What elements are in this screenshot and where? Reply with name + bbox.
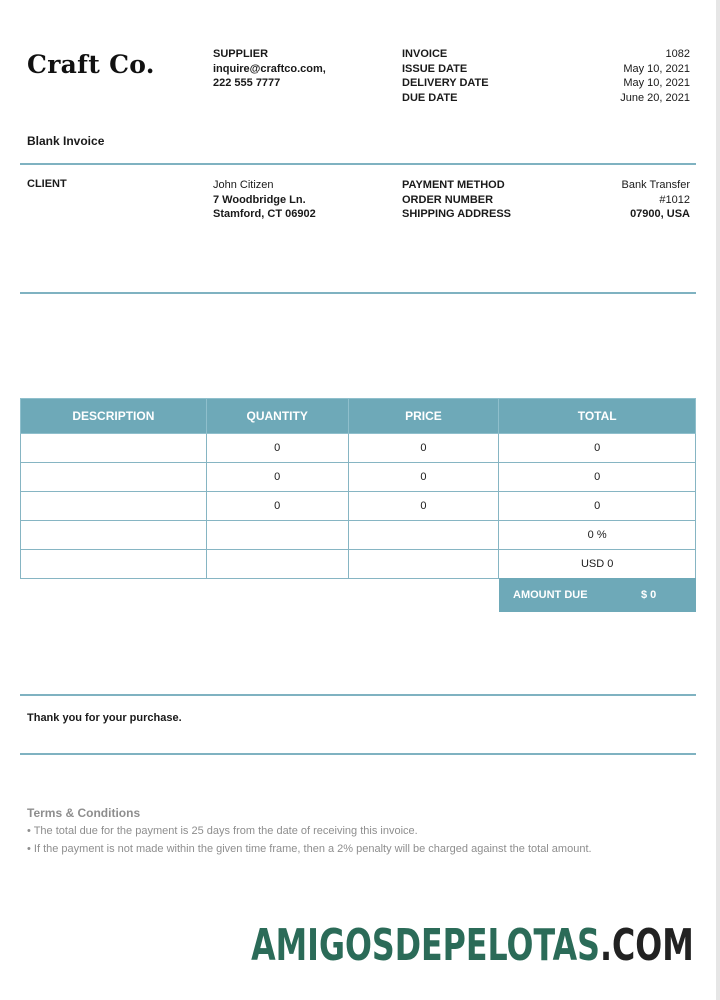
table-row-subtotal: [21, 550, 696, 579]
divider-client: [20, 292, 696, 294]
cell-description: [21, 492, 207, 521]
tax-percent: 0 %: [499, 521, 696, 550]
cell-price: [348, 521, 499, 550]
cell-price: [348, 550, 499, 579]
cell-description: [21, 521, 207, 550]
table-row: [21, 492, 696, 521]
cell-quantity: 0: [206, 434, 348, 463]
cell-description: [21, 550, 207, 579]
payment-method-value: Bank Transfer: [621, 179, 690, 191]
client-street: 7 Woodbridge Ln.: [213, 193, 306, 206]
cell-quantity: [206, 521, 348, 550]
amount-due-value: $ 0: [641, 589, 657, 601]
cell-quantity: [206, 550, 348, 579]
cell-quantity: 0: [206, 492, 348, 521]
table-row: [21, 463, 696, 492]
invoice-number-value: 1082: [665, 48, 690, 60]
amount-due-box: [499, 578, 696, 612]
delivery-date-label: DELIVERY DATE: [402, 77, 489, 89]
client-label: CLIENT: [27, 178, 67, 190]
document-title: Blank Invoice: [27, 134, 105, 148]
invoice-number-label: INVOICE: [402, 48, 448, 60]
supplier-phone: 222 555 7777: [213, 77, 281, 89]
cell-price: 0: [348, 434, 499, 463]
issue-date-value: May 10, 2021: [623, 62, 690, 75]
terms-line: • The total due for the payment is 25 days from the date of receiving this invoice.: [27, 825, 418, 837]
order-number-value: #1012: [659, 193, 690, 206]
cell-price: 0: [348, 492, 499, 521]
divider-thanks-top: [20, 694, 696, 696]
delivery-date-value: May 10, 2021: [623, 77, 690, 89]
cell-quantity: 0: [206, 463, 348, 492]
terms-line: • If the payment is not made within the given time frame, then a 2% penalty will be charged against the total amount.: [27, 843, 592, 855]
supplier-email: inquire@craftco.com,: [213, 62, 326, 75]
invoice-meta-values: [530, 47, 690, 105]
invoice-meta-labels: [402, 47, 489, 105]
subtotal-value: USD 0: [499, 550, 696, 579]
client-info: [213, 178, 316, 222]
divider-thanks-bottom: [20, 753, 696, 755]
terms-title: Terms & Conditions: [27, 806, 141, 820]
supplier-block: [213, 47, 326, 91]
cell-total: 0: [499, 463, 696, 492]
thank-you-note: Thank you for your purchase.: [27, 712, 182, 724]
due-date-value: June 20, 2021: [620, 91, 690, 104]
issue-date-label: ISSUE DATE: [402, 62, 468, 75]
table-row: [21, 434, 696, 463]
cell-description: [21, 434, 207, 463]
payment-method-label: PAYMENT METHOD: [402, 179, 505, 191]
page-edge: [716, 0, 720, 1000]
cell-description: [21, 463, 207, 492]
amount-due-label: AMOUNT DUE: [513, 589, 588, 601]
payment-values: [530, 178, 690, 222]
payment-labels: [402, 178, 511, 222]
shipping-address-label: SHIPPING ADDRESS: [402, 208, 512, 220]
header-price: PRICE: [348, 399, 499, 434]
terms-section: [27, 804, 617, 858]
company-logo: Craft Co.: [27, 50, 155, 79]
cell-total: 0: [499, 434, 696, 463]
header-description: DESCRIPTION: [21, 399, 207, 434]
header-total: TOTAL: [499, 399, 696, 434]
due-date-label: DUE DATE: [402, 91, 458, 104]
table-row-tax: [21, 521, 696, 550]
client-name: John Citizen: [213, 179, 274, 191]
client-city: Stamford, CT 06902: [213, 208, 316, 220]
divider-header: [20, 163, 696, 165]
line-items-table: [20, 398, 696, 579]
watermark-main: AMIGOSDEPELOTAS: [251, 920, 601, 971]
watermark-tld: .COM: [600, 920, 694, 971]
order-number-label: ORDER NUMBER: [402, 193, 494, 206]
watermark: [251, 920, 694, 971]
supplier-label: SUPPLIER: [213, 48, 269, 60]
header-quantity: QUANTITY: [206, 399, 348, 434]
table-header-row: [21, 399, 696, 434]
cell-total: 0: [499, 492, 696, 521]
cell-price: 0: [348, 463, 499, 492]
shipping-address-value: 07900, USA: [630, 208, 690, 220]
